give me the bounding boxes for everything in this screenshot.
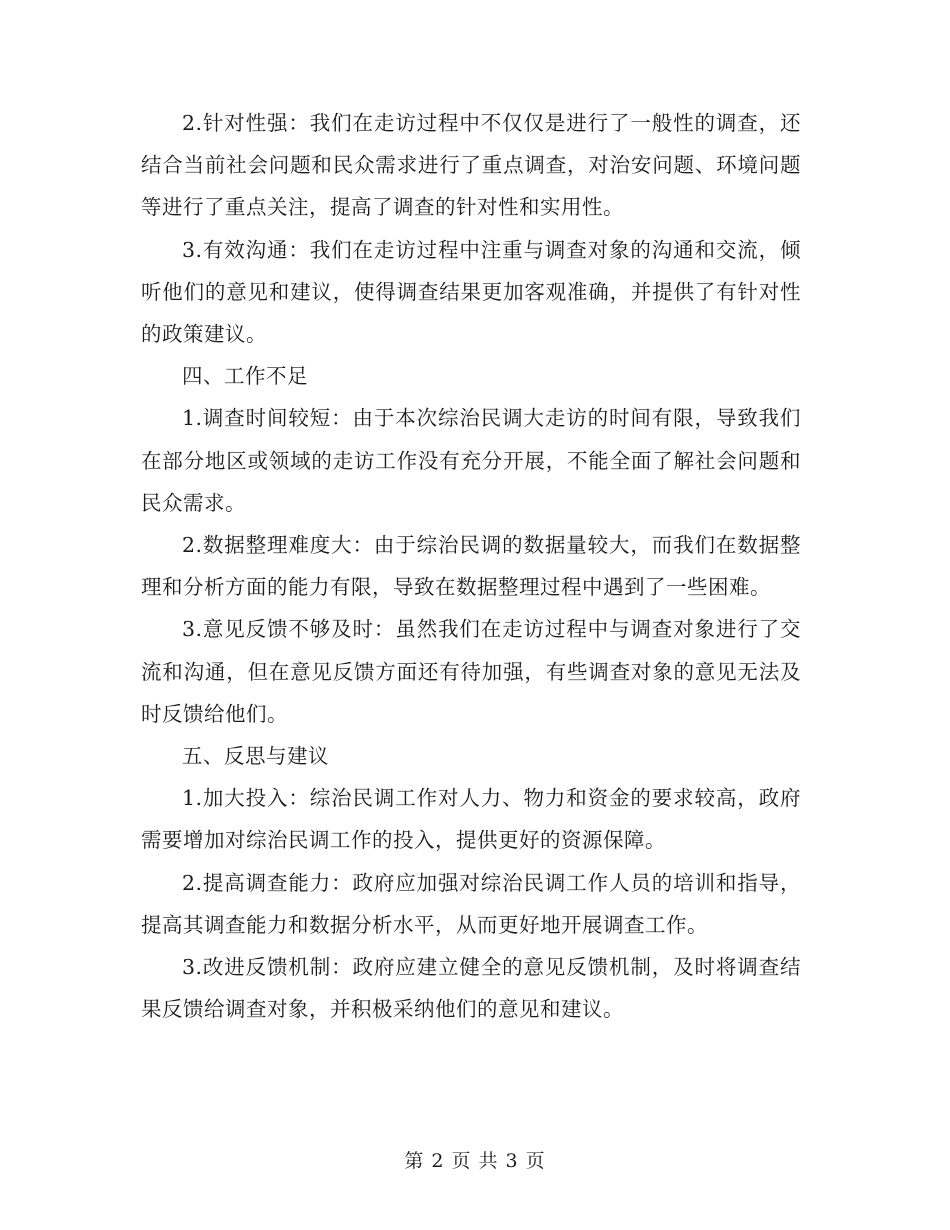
paragraph-short-time: 1.调查时间较短：由于本次综治民调大走访的时间有限，导致我们在部分地区或领域的走访工作没有充分开展，不能全面了解社会问题和民众需求。: [141, 406, 801, 515]
paragraph-feedback-delay: 3.意见反馈不够及时：虽然我们在走访过程中与调查对象进行了交流和沟通，但在意见反馈方面还有待加强，有些调查对象的意见无法及时反馈给他们。: [141, 617, 801, 726]
section-heading-reflection: 五、反思与建议: [182, 744, 329, 769]
paragraph-data-difficulty: 2.数据整理难度大：由于综治民调的数据量较大，而我们在数据整理和分析方面的能力有限，导致在数据整理过程中遇到了一些困难。: [141, 533, 801, 600]
paragraph-increase-investment: 1.加大投入：综治民调工作对人力、物力和资金的要求较高，政府需要增加对综治民调工作的投入，提供更好的资源保障。: [141, 786, 801, 853]
paragraph-targeted: 2.针对性强：我们在走访过程中不仅仅是进行了一般性的调查，还结合当前社会问题和民众需求进行了重点调查，对治安问题、环境问题等进行了重点关注，提高了调查的针对性和实用性。: [141, 111, 801, 220]
page-number: 第 2 页 共 3 页: [404, 1150, 546, 1172]
paragraph-improve-ability: 2.提高调查能力：政府应加强对综治民调工作人员的培训和指导，提高其调查能力和数据分析水平，从而更好地开展调查工作。: [141, 870, 801, 937]
document-body: [141, 102, 801, 1030]
paragraph-communication: 3.有效沟通：我们在走访过程中注重与调查对象的沟通和交流，倾听他们的意见和建议，使得调查结果更加客观准确，并提供了有针对性的政策建议。: [141, 237, 801, 347]
paragraph-improve-feedback: 3.改进反馈机制：政府应建立健全的意见反馈机制，及时将调查结果反馈给调查对象，并积极采纳他们的意见和建议。: [141, 955, 801, 1022]
section-heading-shortcomings: 四、工作不足: [182, 364, 308, 389]
